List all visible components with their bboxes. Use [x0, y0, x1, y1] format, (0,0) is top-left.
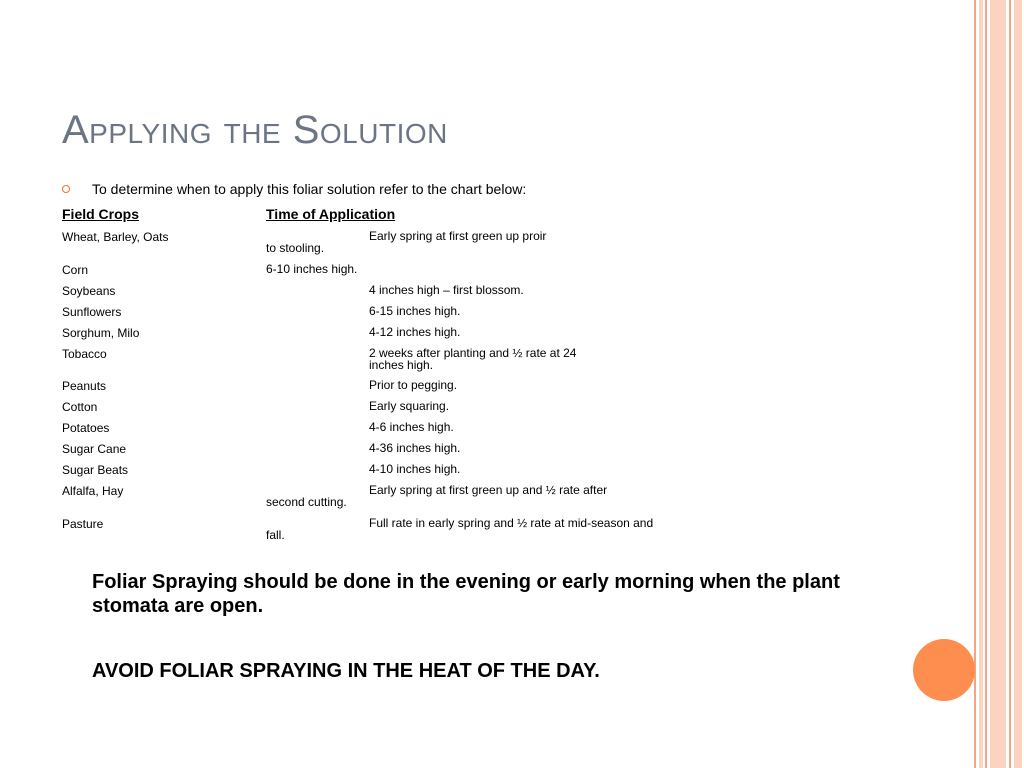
- stripe: [990, 0, 1006, 768]
- crop-time-line: Full rate in early spring and ½ rate at mid-season and: [369, 516, 654, 530]
- crop-time: 4-36 inches high.: [369, 441, 461, 455]
- stripe: [1014, 0, 1022, 768]
- crop-time-line: fall.: [266, 528, 285, 542]
- crop-time: [369, 347, 576, 371]
- crop-time: 4-10 inches high.: [369, 462, 461, 476]
- crop-time-line: inches high.: [369, 358, 434, 372]
- slide-title: Applying the Solution: [62, 108, 448, 152]
- crop-time-line: Early spring at first green up proir: [369, 229, 547, 243]
- table-row: [62, 421, 762, 441]
- crop-name: Tobacco: [62, 347, 107, 361]
- crop-time: [266, 483, 608, 509]
- table-row: [62, 346, 762, 372]
- stripe: [974, 0, 976, 768]
- crop-name: Pasture: [62, 517, 104, 531]
- crop-time: 4-6 inches high.: [369, 420, 454, 434]
- crop-time: Early squaring.: [369, 399, 450, 413]
- crop-time-line: second cutting.: [266, 495, 347, 509]
- circle-bullet-icon: [62, 185, 70, 193]
- crop-name: Alfalfa, Hay: [62, 484, 124, 498]
- crop-name: Sorghum, Milo: [62, 326, 140, 340]
- crop-time: [266, 516, 654, 542]
- decorative-stripes: [974, 0, 1024, 768]
- crop-name: Wheat, Barley, Oats: [62, 230, 169, 244]
- crop-name: Corn: [62, 263, 89, 277]
- crop-name: Sugar Beats: [62, 463, 129, 477]
- crop-time-line: Early spring at first green up and ½ rate after: [369, 483, 608, 497]
- crop-time-line: 2 weeks after planting and ½ rate at 24: [369, 346, 577, 360]
- crop-name: Soybeans: [62, 284, 116, 298]
- decorative-circle: [913, 639, 975, 701]
- crop-name: Sugar Cane: [62, 442, 127, 456]
- crop-name: Sunflowers: [62, 305, 122, 319]
- table-row: [62, 326, 762, 346]
- table-row: [62, 463, 762, 483]
- crop-time: [266, 229, 547, 255]
- table-row: [62, 229, 762, 255]
- table-row: [62, 400, 762, 420]
- crop-time: Prior to pegging.: [369, 378, 458, 392]
- crop-name: Potatoes: [62, 421, 110, 435]
- bullet-text: To determine when to apply this foliar solution refer to the chart below:: [92, 181, 527, 197]
- crop-time-line: to stooling.: [266, 241, 325, 255]
- column-header-time: Time of Application: [266, 206, 396, 222]
- crop-name: Cotton: [62, 400, 98, 414]
- stripe: [985, 0, 987, 768]
- table-row: [62, 263, 762, 283]
- crop-time: 4 inches high – first blossom.: [369, 283, 524, 297]
- table-row: [62, 379, 762, 399]
- table-row: [62, 483, 762, 509]
- warning-note: AVOID FOLIAR SPRAYING IN THE HEAT OF THE DAY.: [92, 660, 600, 682]
- table-row: [62, 516, 762, 542]
- stripe: [979, 0, 983, 768]
- column-header-crops: Field Crops: [62, 206, 140, 222]
- table-row: [62, 442, 762, 462]
- crop-time: 6-15 inches high.: [369, 304, 461, 318]
- table-row: [62, 305, 762, 325]
- table-row: [62, 284, 762, 304]
- crop-time: 6-10 inches high.: [266, 262, 358, 276]
- spraying-note: Foliar Spraying should be done in the evening or early morning when the plant stomata are open.: [92, 571, 840, 617]
- crop-time: 4-12 inches high.: [369, 325, 461, 339]
- crop-name: Peanuts: [62, 379, 107, 393]
- stripe: [1009, 0, 1011, 768]
